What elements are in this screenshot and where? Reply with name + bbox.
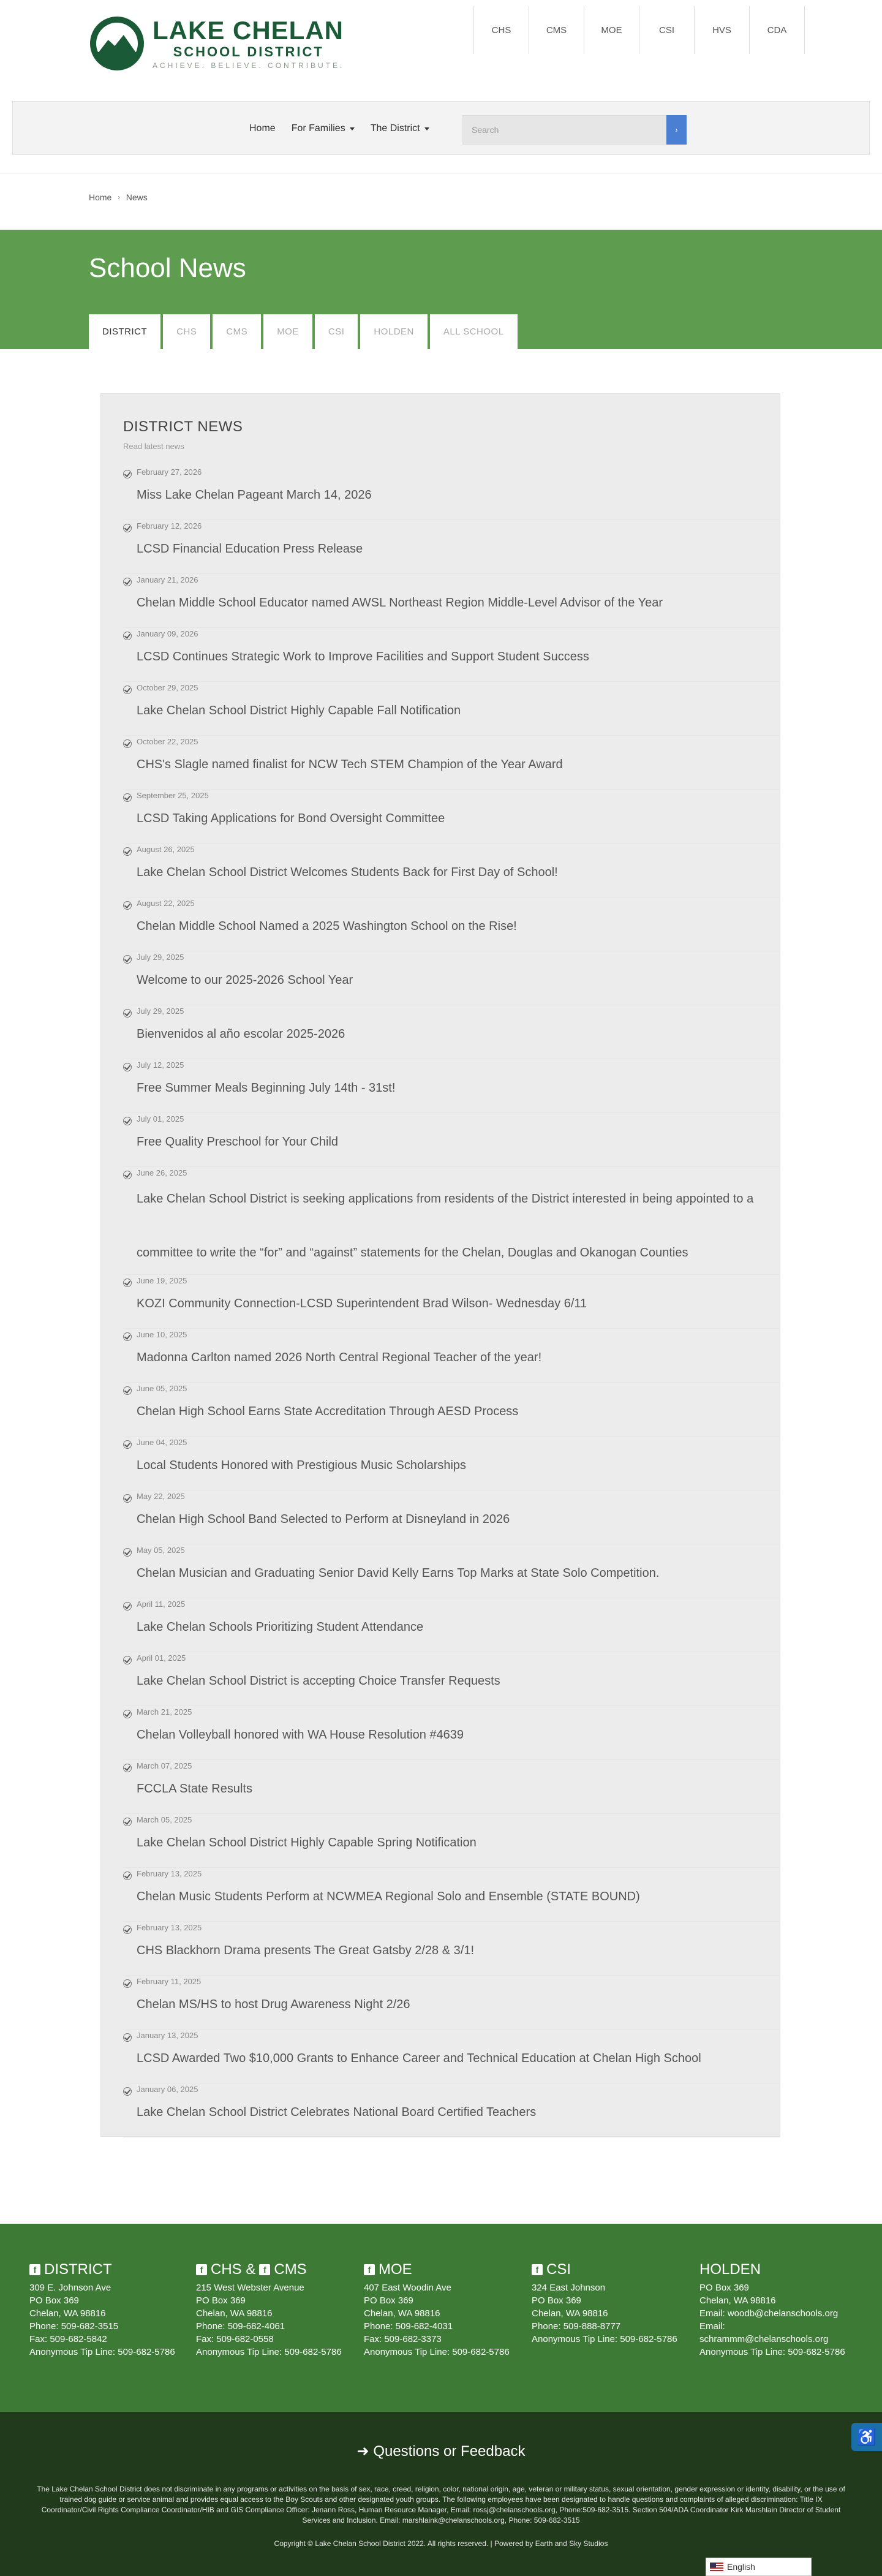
check-circle-icon xyxy=(123,1009,132,1018)
news-item[interactable] xyxy=(123,790,780,844)
news-date: September 25, 2025 xyxy=(137,791,209,800)
news-title-link[interactable]: Chelan Musician and Graduating Senior David Kelly Earns Top Marks at State Solo Competition. xyxy=(137,1566,660,1580)
nondiscrimination-statement: The Lake Chelan School District does not discriminate in any programs or activities on the basis of sex, race, creed, religion, color, national origin, age, veteran or military status, sexual orientation, gender expression or identity, disability, or the use of trained dog guide or service animal and provides equal access to the Boy Scouts and other designated youth groups. The following employees have been designated to handle questions and complaints of alleged discrimination: Title IX Coordinator/Civil Rights Compliance Coordinator/HIB and GIS Compliance Officer: Jenann Ross, Human Resource Manager, Email: rossj@chelanschools.org, Phone:509-682-3515. Section 504/ADA Coordinator Kirk Marshlain Director of Student Services and Inclusion. Email: marshlaink@chelanschools.org, Phone: 509-682-3515 xyxy=(37,2485,845,2525)
news-item[interactable] xyxy=(123,1275,780,1329)
school-link-cms[interactable]: CMS xyxy=(529,6,584,54)
check-circle-icon xyxy=(123,1171,132,1179)
news-item[interactable] xyxy=(123,1814,780,1868)
footer-column-title: HOLDEN xyxy=(699,2261,761,2278)
us-flag-icon xyxy=(710,2563,723,2571)
news-date: April 01, 2025 xyxy=(137,1653,186,1663)
footer-column xyxy=(364,2261,511,2359)
nav-the-district[interactable]: The District xyxy=(371,119,429,138)
news-item[interactable] xyxy=(123,1005,780,1059)
news-title-link[interactable]: CHS's Slagle named finalist for NCW Tech STEM Champion of the Year Award xyxy=(137,758,563,771)
news-title-link[interactable]: LCSD Continues Strategic Work to Improve Facilities and Support Student Success xyxy=(137,650,589,663)
footer-column-title: f CSI xyxy=(532,2261,679,2279)
check-circle-icon xyxy=(123,2087,132,2096)
footer-column-title: f CHS & f CMS xyxy=(196,2261,343,2279)
news-title-link[interactable]: Chelan MS/HS to host Drug Awareness Night 2/26 xyxy=(137,1998,410,2011)
news-tabs xyxy=(89,314,518,349)
news-item[interactable] xyxy=(123,574,780,628)
news-date: March 21, 2025 xyxy=(137,1707,192,1717)
copyright: Copyright © Lake Chelan School District 2022. All rights reserved. | Powered by Earth and Sky Studios xyxy=(274,2539,608,2548)
breadcrumb-home[interactable]: Home xyxy=(89,192,112,202)
footer-contact-line: Anonymous Tip Line: 509-682-5786 xyxy=(532,2334,677,2344)
caret-down-icon xyxy=(424,127,429,130)
check-circle-icon xyxy=(123,1332,132,1341)
news-item[interactable] xyxy=(123,1113,780,1167)
news-date: June 10, 2025 xyxy=(137,1330,187,1339)
news-panel xyxy=(100,393,780,2137)
news-date: July 29, 2025 xyxy=(137,953,184,962)
check-circle-icon xyxy=(123,847,132,856)
news-title-link[interactable]: Local Students Honored with Prestigious Music Scholarships xyxy=(137,1459,467,1472)
news-item[interactable] xyxy=(123,466,780,520)
footer-contact-line: Email: schrammm@chelanschools.org xyxy=(699,2321,829,2344)
footer-contact-line: Phone: 509-682-4061 xyxy=(196,2321,285,2332)
footer-contact-line: Chelan, WA 98816 xyxy=(196,2308,273,2319)
check-circle-icon xyxy=(123,1386,132,1395)
tab-all-school[interactable]: ALL SCHOOL xyxy=(430,314,518,349)
facebook-icon[interactable]: f xyxy=(29,2264,40,2275)
footer-contact-line: Anonymous Tip Line: 509-682-5786 xyxy=(364,2347,510,2357)
tab-cms[interactable]: CMS xyxy=(213,314,261,349)
news-title-link[interactable]: Bienvenidos al año escolar 2025-2026 xyxy=(137,1027,345,1041)
news-title-link[interactable]: Chelan Middle School Educator named AWSL Northeast Region Middle-Level Advisor of the Year xyxy=(137,596,663,610)
news-item[interactable] xyxy=(123,1167,780,1275)
check-circle-icon xyxy=(123,1710,132,1718)
news-item[interactable] xyxy=(123,2030,780,2083)
footer-column xyxy=(196,2261,343,2359)
school-link-hvs[interactable]: HVS xyxy=(695,6,750,54)
tab-district[interactable]: DISTRICT xyxy=(89,314,160,349)
news-item[interactable] xyxy=(123,897,780,951)
news-title-link[interactable]: LCSD Awarded Two $10,000 Grants to Enhance Career and Technical Education at Chelan High School xyxy=(137,2052,701,2065)
news-list xyxy=(123,466,780,2137)
check-circle-icon xyxy=(123,955,132,964)
footer-contact-line: 309 E. Johnson Ave xyxy=(29,2283,111,2293)
search-input[interactable]: Search xyxy=(462,115,666,145)
footer-contact-line: 215 West Webster Avenue xyxy=(196,2283,304,2293)
news-date: April 11, 2025 xyxy=(137,1600,186,1609)
news-date: February 11, 2025 xyxy=(137,1977,202,1986)
news-banner xyxy=(0,230,882,349)
news-date: June 05, 2025 xyxy=(137,1384,187,1393)
arrow-right-icon: ➜ xyxy=(356,2443,374,2460)
footer-bottom xyxy=(0,2412,882,2576)
check-circle-icon xyxy=(123,632,132,640)
news-item[interactable] xyxy=(123,736,780,790)
news-title-link[interactable]: Lake Chelan School District is accepting Choice Transfer Requests xyxy=(137,1674,500,1688)
check-circle-icon xyxy=(123,1117,132,1125)
check-circle-icon xyxy=(123,1872,132,1880)
chevron-right-icon: › xyxy=(118,194,120,201)
footer-contact-line: Phone: 509-888-8777 xyxy=(532,2321,621,2332)
logo-subtitle: SCHOOL DISTRICT xyxy=(173,44,324,59)
footer-contact-line: Chelan, WA 98816 xyxy=(364,2308,440,2319)
questions-feedback-link[interactable]: ➜ Questions or Feedback xyxy=(356,2443,526,2460)
news-date: May 05, 2025 xyxy=(137,1546,185,1555)
check-circle-icon xyxy=(123,1548,132,1557)
news-title-link[interactable]: Miss Lake Chelan Pageant March 14, 2026 xyxy=(137,488,372,502)
footer-contact-line: Fax: 509-682-5842 xyxy=(29,2334,107,2344)
footer-column-title: f DISTRICT xyxy=(29,2261,176,2279)
news-item[interactable] xyxy=(123,520,780,574)
language-select[interactable]: English xyxy=(706,2558,812,2576)
news-item[interactable] xyxy=(123,951,780,1005)
school-link-csi[interactable]: CSI xyxy=(639,6,695,54)
news-date: March 05, 2025 xyxy=(137,1815,192,1824)
check-circle-icon xyxy=(123,1764,132,1772)
news-date: February 27, 2026 xyxy=(137,467,202,477)
check-circle-icon xyxy=(123,1440,132,1449)
school-link-moe[interactable]: MOE xyxy=(584,6,639,54)
news-item[interactable] xyxy=(123,1329,780,1383)
footer-contact-line: 407 East Woodin Ave xyxy=(364,2283,451,2293)
check-circle-icon xyxy=(123,2033,132,2042)
logo-emblem xyxy=(90,17,144,70)
check-circle-icon xyxy=(123,1979,132,1988)
news-item[interactable] xyxy=(123,844,780,897)
news-date: January 09, 2026 xyxy=(137,629,198,638)
news-title-link[interactable]: Lake Chelan Schools Prioritizing Student Attendance xyxy=(137,1620,424,1634)
tab-holden[interactable]: HOLDEN xyxy=(360,314,428,349)
logo-tagline: ACHIEVE. BELIEVE. CONTRIBUTE. xyxy=(153,61,345,70)
logo-title: LAKE CHELAN xyxy=(153,16,344,45)
footer-contact-line: PO Box 369 xyxy=(29,2295,79,2306)
check-circle-icon xyxy=(123,686,132,694)
news-title-link[interactable]: Lake Chelan School District Highly Capable Spring Notification xyxy=(137,1836,477,1849)
news-title-link[interactable]: Welcome to our 2025-2026 School Year xyxy=(137,973,353,987)
news-title-link[interactable]: Chelan High School Earns State Accreditation Through AESD Process xyxy=(137,1405,519,1418)
news-title-link[interactable]: Lake Chelan School District Celebrates National Board Certified Teachers xyxy=(137,2106,537,2119)
footer-contact-line: Fax: 509-682-0558 xyxy=(196,2334,274,2344)
check-circle-icon xyxy=(123,901,132,910)
news-item[interactable] xyxy=(123,1059,780,1113)
check-circle-icon xyxy=(123,1925,132,1934)
footer-contact-line: PO Box 369 xyxy=(364,2295,413,2306)
news-date: October 22, 2025 xyxy=(137,737,198,746)
news-item[interactable] xyxy=(123,2083,780,2137)
footer-contact-line: Fax: 509-682-3373 xyxy=(364,2334,442,2344)
news-title-link[interactable]: Chelan High School Band Selected to Perform at Disneyland in 2026 xyxy=(137,1513,510,1526)
footer-contact-line: Chelan, WA 98816 xyxy=(699,2295,776,2306)
news-date: July 29, 2025 xyxy=(137,1007,184,1016)
main-navbar xyxy=(12,101,870,155)
check-circle-icon xyxy=(123,1494,132,1503)
footer-contact-line: 324 East Johnson xyxy=(532,2283,606,2293)
news-item[interactable] xyxy=(123,1598,780,1652)
news-title-link[interactable]: KOZI Community Connection-LCSD Superintendent Brad Wilson- Wednesday 6/11 xyxy=(137,1297,587,1310)
footer-column-title: f MOE xyxy=(364,2261,511,2279)
check-circle-icon xyxy=(123,524,132,532)
footer-contact-line: Phone: 509-682-4031 xyxy=(364,2321,453,2332)
news-title-link[interactable]: Lake Chelan School District Highly Capable Fall Notification xyxy=(137,704,461,717)
news-item[interactable] xyxy=(123,1706,780,1760)
news-date: May 22, 2025 xyxy=(137,1492,185,1501)
news-date: July 01, 2025 xyxy=(137,1114,184,1124)
news-item[interactable] xyxy=(123,1544,780,1598)
school-link-chs[interactable]: CHS xyxy=(474,6,529,54)
news-date: October 29, 2025 xyxy=(137,683,198,692)
footer-contact-line: Email: woodb@chelanschools.org xyxy=(699,2308,839,2319)
news-title-link[interactable]: Chelan Middle School Named a 2025 Washington School on the Rise! xyxy=(137,920,517,933)
news-item[interactable] xyxy=(123,1976,780,2030)
arrow-right-icon: › xyxy=(675,126,678,134)
news-date: August 26, 2025 xyxy=(137,845,195,854)
footer-contact-line: Chelan, WA 98816 xyxy=(29,2308,106,2319)
news-date: June 19, 2025 xyxy=(137,1276,187,1285)
footer-column xyxy=(699,2261,846,2359)
footer-contact-line: Anonymous Tip Line: 509-682-5786 xyxy=(699,2347,845,2357)
news-date: January 21, 2026 xyxy=(137,575,198,584)
news-item[interactable] xyxy=(123,1760,780,1814)
footer-contact-line: PO Box 369 xyxy=(532,2295,581,2306)
news-date: July 12, 2025 xyxy=(137,1060,184,1070)
news-item[interactable] xyxy=(123,1652,780,1706)
news-date: February 12, 2026 xyxy=(137,521,202,531)
facebook-icon[interactable]: f xyxy=(532,2264,543,2275)
news-title-link[interactable]: LCSD Financial Education Press Release xyxy=(137,542,363,556)
check-circle-icon xyxy=(123,1818,132,1826)
site-header xyxy=(0,0,882,101)
news-item[interactable] xyxy=(123,1383,780,1437)
news-subheading: Read latest news xyxy=(123,442,184,451)
breadcrumb xyxy=(89,192,148,202)
nav-home[interactable]: Home xyxy=(249,123,276,134)
school-link-cda[interactable]: CDA xyxy=(750,6,805,54)
school-links xyxy=(473,6,805,54)
nav-for-families[interactable]: For Families xyxy=(292,119,355,138)
tab-csi[interactable]: CSI xyxy=(315,314,358,349)
facebook-icon[interactable]: f xyxy=(364,2264,375,2275)
news-title-link[interactable]: Lake Chelan School District is seeking applications from residents of the District interested in being appointed to a committee to write the “for” and “against” statements for the Chelan, Douglas and Okanogan Counties xyxy=(137,1192,754,1260)
tab-moe[interactable]: MOE xyxy=(263,314,312,349)
footer-contact-line: PO Box 369 xyxy=(196,2295,246,2306)
check-circle-icon xyxy=(123,1656,132,1664)
footer-contact-line: Phone: 509-682-3515 xyxy=(29,2321,119,2332)
news-item[interactable] xyxy=(123,1868,780,1922)
district-logo[interactable] xyxy=(90,17,344,70)
footer-contact-line: Chelan, WA 98816 xyxy=(532,2308,608,2319)
news-item[interactable] xyxy=(123,1922,780,1976)
news-title-link[interactable]: CHS Blackhorn Drama presents The Great Gatsby 2/28 & 3/1! xyxy=(137,1944,474,1957)
news-title-link[interactable]: Madonna Carlton named 2026 North Central Regional Teacher of the year! xyxy=(137,1351,542,1364)
breadcrumb-current: News xyxy=(126,192,148,202)
facebook-icon[interactable]: f xyxy=(259,2264,270,2275)
news-date: February 13, 2025 xyxy=(137,1869,202,1878)
news-date: January 06, 2025 xyxy=(137,2085,198,2094)
check-circle-icon xyxy=(123,739,132,748)
news-date: June 04, 2025 xyxy=(137,1438,187,1447)
news-heading: DISTRICT NEWS xyxy=(123,418,243,435)
news-title-link[interactable]: Lake Chelan School District Welcomes Students Back for First Day of School! xyxy=(137,866,558,879)
check-circle-icon xyxy=(123,1602,132,1611)
caret-down-icon xyxy=(350,127,355,130)
news-title-link[interactable]: Free Summer Meals Beginning July 14th - 31st! xyxy=(137,1081,396,1095)
news-item[interactable] xyxy=(123,1437,780,1490)
footer-column xyxy=(29,2261,176,2359)
news-title-link[interactable]: Chelan Volleyball honored with WA House Resolution #4639 xyxy=(137,1728,464,1742)
check-circle-icon xyxy=(123,1279,132,1287)
news-title-link[interactable]: LCSD Taking Applications for Bond Oversight Committee xyxy=(137,812,445,825)
page-title: School News xyxy=(89,253,246,283)
news-item[interactable] xyxy=(123,682,780,736)
news-date: January 13, 2025 xyxy=(137,2031,198,2040)
check-circle-icon xyxy=(123,1063,132,1071)
news-item[interactable] xyxy=(123,1490,780,1544)
check-circle-icon xyxy=(123,470,132,478)
news-item[interactable] xyxy=(123,628,780,682)
footer-contact-line: Anonymous Tip Line: 509-682-5786 xyxy=(29,2347,175,2357)
news-date: March 07, 2025 xyxy=(137,1761,192,1770)
accessibility-icon[interactable]: ♿ xyxy=(851,2423,882,2451)
tab-chs[interactable]: CHS xyxy=(163,314,210,349)
footer-column xyxy=(532,2261,679,2346)
news-title-link[interactable]: Free Quality Preschool for Your Child xyxy=(137,1135,339,1149)
check-circle-icon xyxy=(123,578,132,586)
check-circle-icon xyxy=(123,793,132,802)
search-button[interactable] xyxy=(666,115,687,145)
news-date: August 22, 2025 xyxy=(137,899,195,908)
footer-contact-line: PO Box 369 xyxy=(699,2283,749,2293)
site-footer xyxy=(0,2224,882,2412)
facebook-icon[interactable]: f xyxy=(196,2264,207,2275)
news-date: June 26, 2025 xyxy=(137,1168,187,1177)
news-date: February 13, 2025 xyxy=(137,1923,202,1932)
news-title-link[interactable]: Chelan Music Students Perform at NCWMEA Regional Solo and Ensemble (STATE BOUND) xyxy=(137,1890,640,1903)
footer-contact-line: Anonymous Tip Line: 509-682-5786 xyxy=(196,2347,342,2357)
news-title-link[interactable]: FCCLA State Results xyxy=(137,1782,252,1796)
